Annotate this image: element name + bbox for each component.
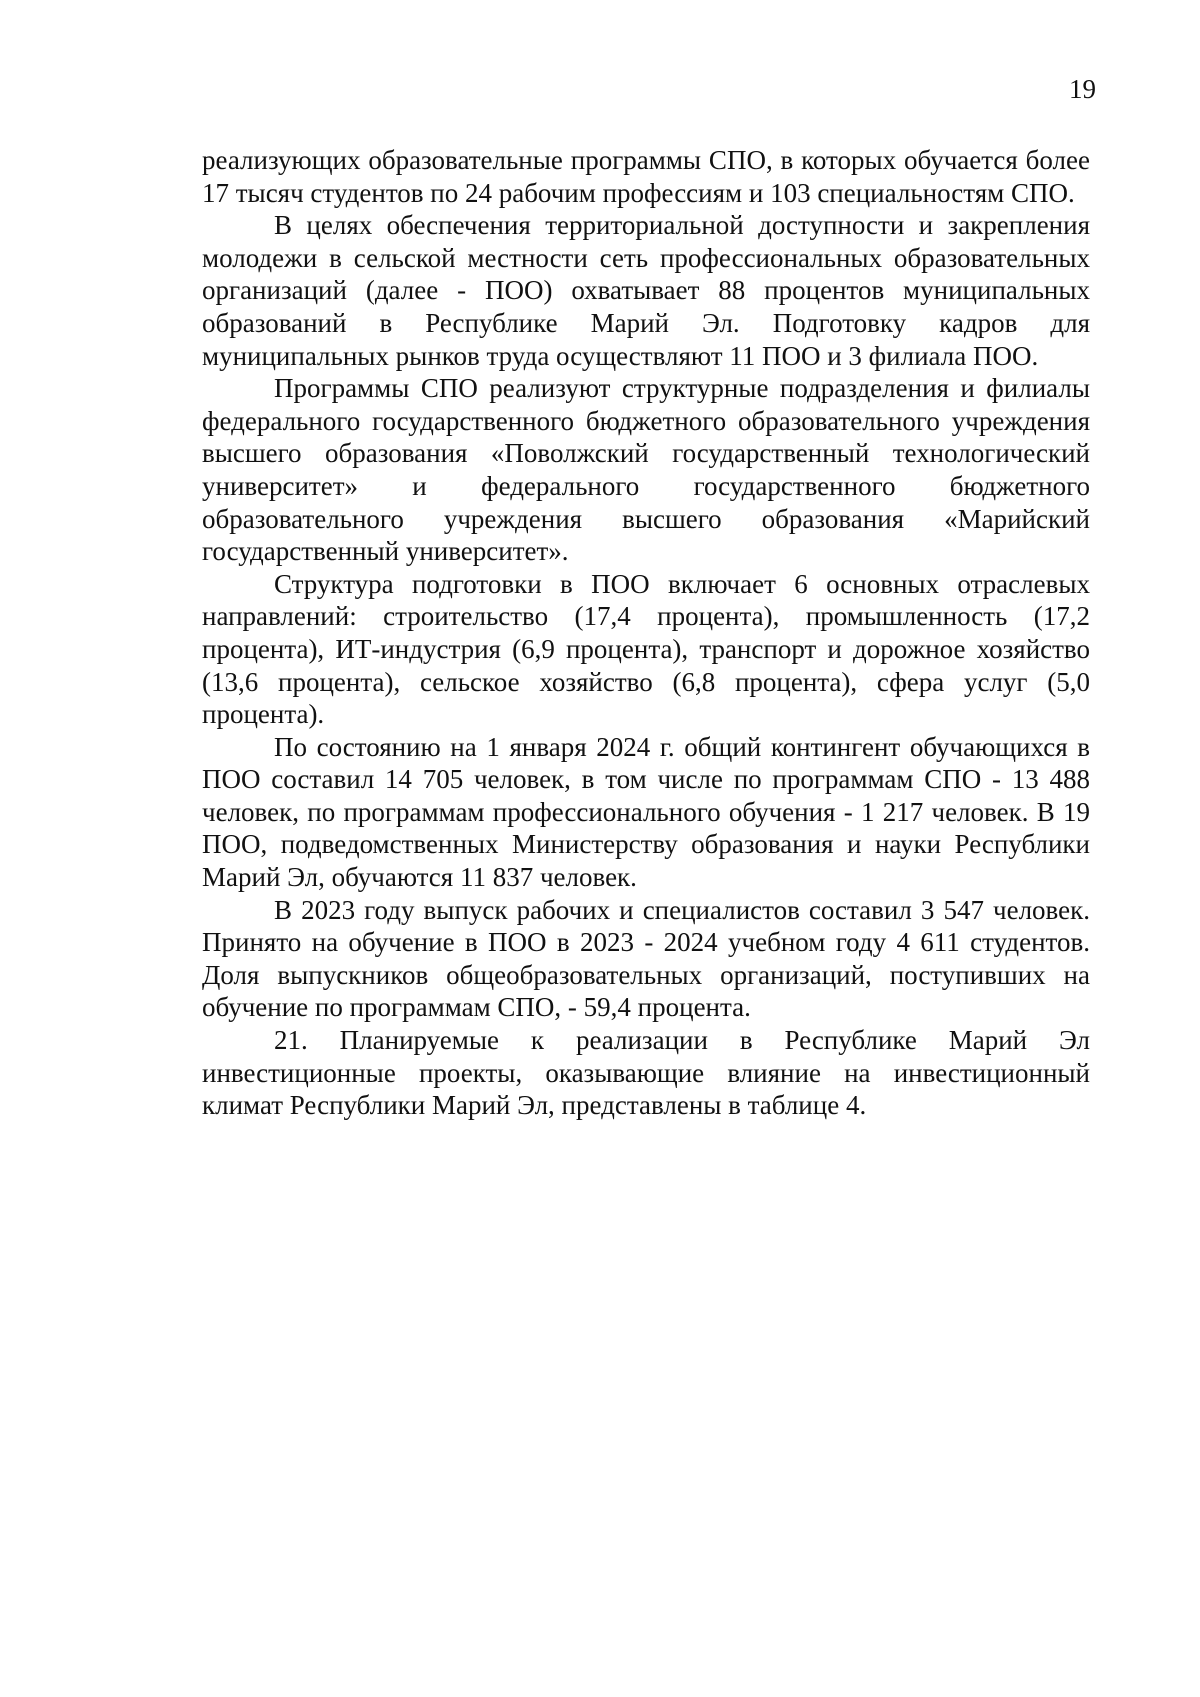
paragraph-student-count: По состоянию на 1 января 2024 г. общий контингент обучающихся в ПОО составил 14 705 человек, в том числе по программам СПО - 13 488 человек, по программам профессионального обучения - 1 217 человек. В 19 ПОО, подведомственных Министерству образования и науки Республики Марий Эл, обучаются 11 837 человек. (202, 731, 1090, 893)
paragraph-graduates: В 2023 году выпуск рабочих и специалистов составил 3 547 человек. Принято на обучение в ПОО в 2023 - 2024 учебном году 4 611 студентов. Доля выпускников общеобразовательных организаций, поступивших на обучение по программам СПО, - 59,4 процента. (202, 894, 1090, 1023)
paragraph-investment-projects: 21. Планируемые к реализации в Республике Марий Эл инвестиционные проекты, оказывающие влияние на инвестиционный климат Республики Марий Эл, представлены в таблице 4. (202, 1025, 1090, 1121)
paragraph-university-branches: Программы СПО реализуют структурные подразделения и филиалы федерального государственного бюджетного образовательного учреждения высшего образования «Поволжский государственный технологический университет» и федерального государственного бюджетного образовательного учреждения высшего образования «Марийский государственный университет». (202, 373, 1090, 567)
paragraph-territorial-access: В целях обеспечения территориальной доступности и закрепления молодежи в сельской местности сеть профессиональных образовательных организаций (далее - ПОО) охватывает 88 процентов муниципальных образований в Республике Марий Эл. Подготовку кадров для муниципальных рынков труда осуществляют 11 ПОО и 3 филиала ПОО. (202, 210, 1090, 371)
page-number: 19 (1069, 74, 1096, 104)
document-body (202, 144, 1090, 1122)
paragraph-training-structure: Структура подготовки в ПОО включает 6 основных отраслевых направлений: строительство (17,4 процента), промышленность (17,2 процента), ИТ-индустрия (6,9 процента), транспорт и дорожное хозяйство (13,6 процента), сельское хозяйство (6,8 процента), сфера услуг (5,0 процента). (202, 568, 1090, 730)
paragraph-spo-programs: реализующих образовательные программы СПО, в которых обучается более 17 тысяч студентов по 24 рабочим профессиям и 103 специальностям СПО. (202, 145, 1090, 208)
